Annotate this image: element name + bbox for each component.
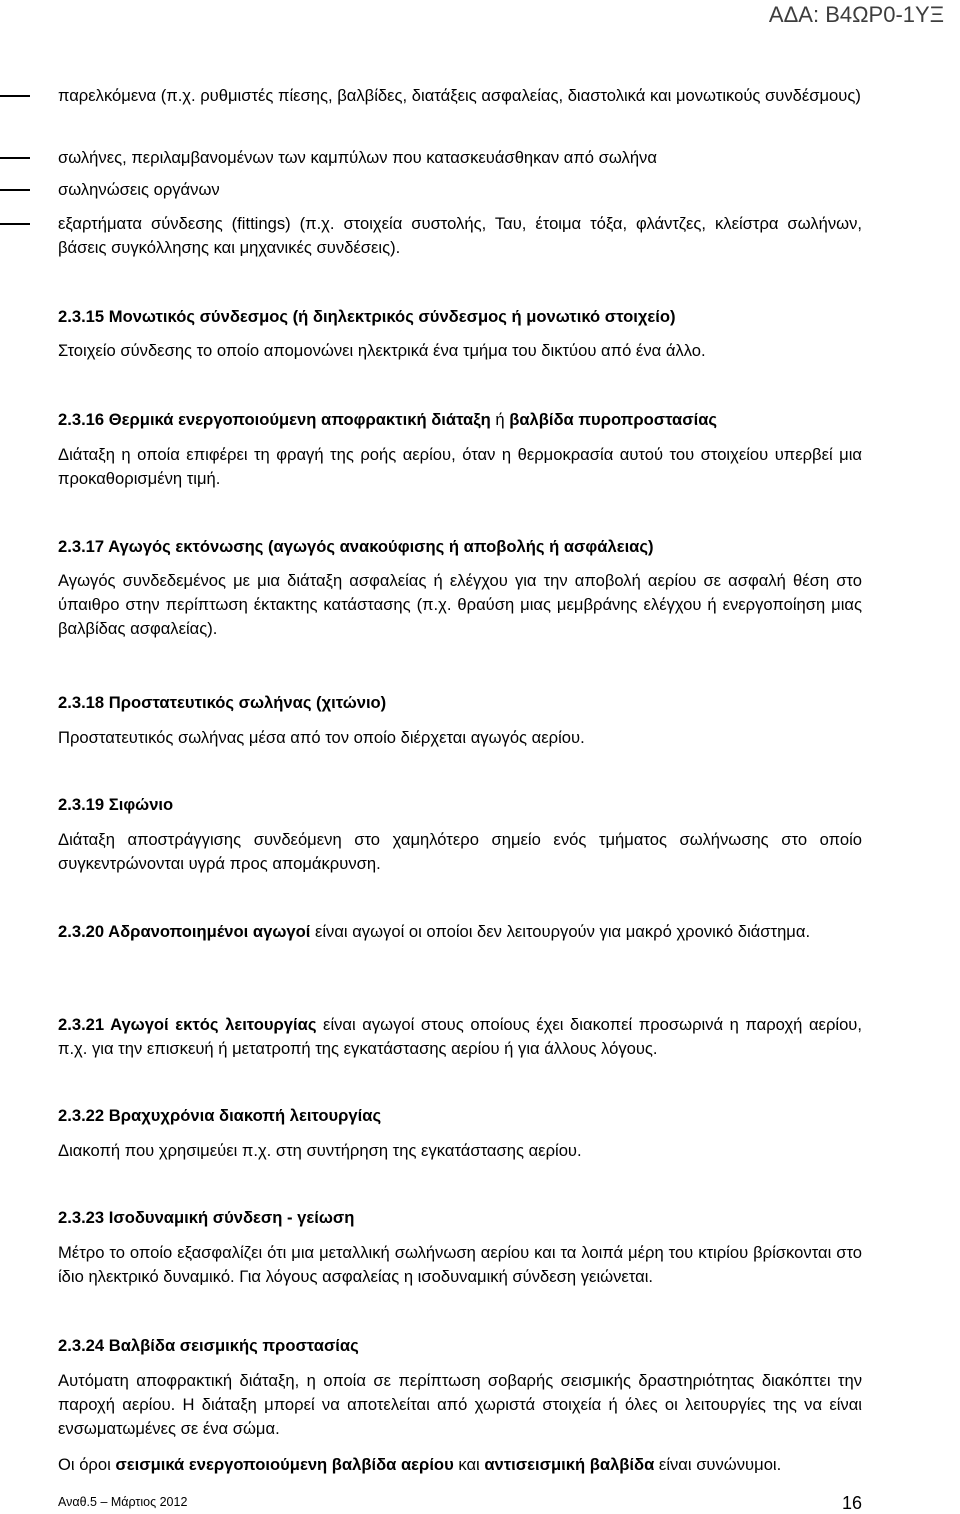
page-number: 16 <box>841 1493 862 1513</box>
section-heading: 2.3.23 Ισοδυναμική σύνδεση - γείωση <box>58 1208 355 1227</box>
footer-revision: Αναθ.5 – Μάρτιος 2012 <box>58 1495 188 1509</box>
note-part: είναι συνώνυμοι. <box>654 1455 782 1474</box>
section-2-3-18 <box>58 691 862 750</box>
section-text: Μέτρο το οποίο εξασφαλίζει ότι μια μεταλλική σωλήνωση αερίου και τα λοιπά μέρη του κτιρίου βρίσκονται στο ίδιο ηλεκτρικό δυναμικό. Για λόγους ασφαλείας η ισοδυναμική σύνδεση γειώνεται. <box>58 1243 862 1286</box>
section-heading: 2.3.17 Αγωγός εκτόνωσης (αγωγός ανακούφισης ή αποβολής ή ασφάλειας) <box>58 537 654 556</box>
list-item-text: παρελκόμενα (π.χ. ρυθμιστές πίεσης, βαλβίδες, διατάξεις ασφαλείας, διαστολικά και μονωτικούς συνδέσμους) <box>58 86 861 105</box>
section-heading: 2.3.24 Βαλβίδα σεισμικής προστασίας <box>58 1336 359 1355</box>
note-term: σεισμικά ενεργοποιούμενη βαλβίδα αερίου <box>115 1455 454 1474</box>
dash-bullet <box>0 223 30 225</box>
dash-bullet <box>0 189 30 191</box>
section-text: Διακοπή που χρησιμεύει π.χ. στη συντήρηση της εγκατάστασης αερίου. <box>58 1141 582 1160</box>
section-2-3-23 <box>58 1206 862 1289</box>
dash-bullet <box>0 95 30 97</box>
section-heading: 2.3.19 Σιφώνιο <box>58 795 174 814</box>
section-heading: 2.3.20 Αδρανοποιημένοι αγωγοί <box>58 922 311 941</box>
section-text: είναι αγωγοί στους οποίους έχει διακοπεί προσωρινά η παροχή αερίου, π.χ. για την επισκευή ή μετατροπή της εγκατάστασης αερίου ή για άλλους λόγους. <box>58 1015 862 1058</box>
list-item-text: σωληνώσεις οργάνων <box>58 180 220 199</box>
section-2-3-15 <box>58 305 862 363</box>
section-2-3-24 <box>58 1334 862 1477</box>
section-heading: 2.3.18 Προστατευτικός σωλήνας (χιτώνιο) <box>58 693 387 712</box>
synonyms-note <box>58 1453 862 1477</box>
section-heading <box>58 408 862 432</box>
section-heading: 2.3.22 Βραχυχρόνια διακοπή λειτουργίας <box>58 1106 382 1125</box>
heading-part: βαλβίδα πυροπροστασίας <box>509 410 718 429</box>
section-2-3-19 <box>58 793 862 876</box>
note-term: αντισεισμική βαλβίδα <box>484 1455 655 1474</box>
ada-code: ΑΔΑ: Β4ΩΡ0-1ΥΞ <box>768 2 944 27</box>
heading-part: 2.3.16 Θερμικά ενεργοποιούμενη αποφρακτική διάταξη <box>58 410 491 429</box>
note-part: και <box>453 1455 485 1474</box>
section-text: Στοιχείο σύνδεσης το οποίο απομονώνει ηλεκτρικά ένα τμήμα του δικτύου από ένα άλλο. <box>58 341 706 360</box>
section-2-3-22 <box>58 1104 862 1163</box>
section-heading: 2.3.15 Μονωτικός σύνδεσμος (ή διηλεκτρικός σύνδεσμος ή μονωτικό στοιχείο) <box>58 307 676 326</box>
section-2-3-17 <box>58 535 862 641</box>
list-item-text: σωλήνες, περιλαμβανομένων των καμπύλων που κατασκευάσθηκαν από σωλήνα <box>58 148 657 167</box>
section-2-3-20 <box>58 920 862 944</box>
note-part: Οι όροι <box>58 1455 116 1474</box>
heading-part: ή <box>490 410 510 429</box>
section-text: Αυτόματη αποφρακτική διάταξη, η οποία σε περίπτωση σοβαρής σεισμικής δραστηριότητας διακόπτει την παροχή αερίου. Η διάταξη μπορεί να αποτελείται από χωριστά στοιχεία ή όλες οι λειτουργίες της να είναι ενσωματωμένες σε ένα σώμα. <box>58 1371 862 1438</box>
dash-bullet <box>0 157 30 159</box>
section-text: Αγωγός συνδεδεμένος με μια διάταξη ασφαλείας ή ελέγχου για την αποβολή αερίου σε ασφαλή θέση στο ύπαιθρο στην περίπτωση έκτακτης κατάστασης (π.χ. θραύση μιας μεμβράνης ελέγχου ή ενεργοποίηση μιας βαλβίδας ασφαλείας). <box>58 571 862 638</box>
section-2-3-21 <box>58 1013 862 1061</box>
list-item-text: εξαρτήματα σύνδεσης (fittings) (π.χ. στοιχεία συστολής, Ταυ, έτοιμα τόξα, φλάντζες, κλείστρα σωλήνων, βάσεις συγκόλλησης και μηχανικές συνδέσεις). <box>58 214 862 257</box>
section-text: Διάταξη η οποία επιφέρει τη φραγή της ροής αερίου, όταν η θερμοκρασία αυτού του στοιχείου υπερβεί μια προκαθορισμένη τιμή. <box>58 445 862 488</box>
section-2-3-16 <box>58 408 862 491</box>
section-text: Προστατευτικός σωλήνας μέσα από τον οποίο διέρχεται αγωγός αερίου. <box>58 728 585 747</box>
section-text: είναι αγωγοί οι οποίοι δεν λειτουργούν για μακρό χρονικό διάστημα. <box>310 922 811 941</box>
section-heading: 2.3.21 Αγωγοί εκτός λειτουργίας <box>58 1015 317 1034</box>
section-text: Διάταξη αποστράγγισης συνδεόμενη στο χαμηλότερο σημείο ενός τμήματος σωλήνωσης στο οποίο συγκεντρώνονται υγρά προς απομάκρυνση. <box>58 830 862 873</box>
